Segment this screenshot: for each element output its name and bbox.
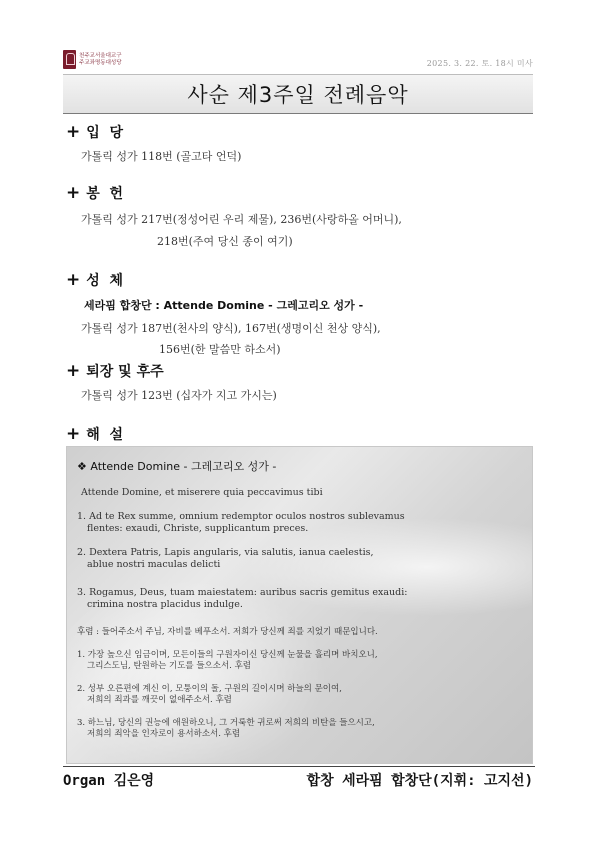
korean-verse: 1. 가장 높으신 임금이며, 모든이들의 구원자이신 당신께 눈물을 흘리며 바치오니, xyxy=(77,650,378,660)
section-label: 해 설 xyxy=(86,427,124,443)
section-communion xyxy=(66,270,123,290)
latin-verse: ablue nostri maculas delicti xyxy=(87,559,221,570)
logo-line1: 천주교서울대교구 xyxy=(79,52,122,59)
mass-date: 2025. 3. 22. 토. 18시 미사 xyxy=(426,59,533,68)
cross-icon: + xyxy=(66,424,81,444)
entrance-line: 가톨릭 성가 118번 (골고타 언덕) xyxy=(81,150,242,163)
section-commentary xyxy=(66,424,123,444)
cross-icon: + xyxy=(66,183,81,203)
section-label: 성 체 xyxy=(86,273,124,289)
latin-verse: 1. Ad te Rex summe, omnium redemptor oculos nostros sublevamus xyxy=(77,511,405,522)
latin-verse: 2. Dextera Patris, Lapis angularis, via salutis, ianua caelestis, xyxy=(77,547,374,558)
organist-credit: Organ 김은영 xyxy=(63,773,155,789)
section-offertory xyxy=(66,183,123,203)
footer-divider xyxy=(63,766,535,767)
korean-refrain: 후렴 : 들어주소서 주님, 자비를 베푸소서. 저희가 당신께 죄를 지었기 때문입니다. xyxy=(77,627,378,637)
korean-verse: 저희의 죄과를 깨끗이 없애주소서. 후렴 xyxy=(87,695,232,705)
section-recessional xyxy=(66,361,164,381)
communion-line: 156번(한 말씀만 하소서) xyxy=(159,343,281,356)
section-entrance xyxy=(66,122,123,142)
church-logo xyxy=(63,50,122,69)
logo-text xyxy=(79,53,122,67)
latin-refrain: Attende Domine, et miserere quia peccavimus tibi xyxy=(81,487,323,498)
offertory-line: 218번(주여 당신 종이 여기) xyxy=(157,235,293,248)
offertory-line: 가톨릭 성가 217번(정성어린 우리 제물), 236번(사랑하올 어머니), xyxy=(81,213,402,226)
korean-verse: 2. 성부 오른편에 계신 이, 모퉁이의 돌, 구원의 길이시며 하늘의 문이여, xyxy=(77,684,342,694)
page-title: 사순 제3주일 전례음악 xyxy=(63,74,533,114)
recessional-line: 가톨릭 성가 123번 (십자가 지고 가시는) xyxy=(81,389,277,402)
cross-icon: + xyxy=(66,270,81,290)
latin-verse: crimina nostra placidus indulge. xyxy=(87,599,243,610)
korean-verse: 그리스도님, 탄원하는 기도를 들으소서. 후렴 xyxy=(87,661,252,671)
commentary-box xyxy=(66,446,533,764)
latin-verse: 3. Rogamus, Deus, tuam maiestatem: auribus sacris gemitus exaudi: xyxy=(77,587,408,598)
cross-icon: + xyxy=(66,122,81,142)
section-label: 퇴장 및 후주 xyxy=(86,364,164,380)
logo-line2: 주교좌명동대성당 xyxy=(79,59,122,66)
section-label: 봉 헌 xyxy=(86,186,124,202)
cathedral-logo-icon xyxy=(63,50,76,69)
commentary-heading: ❖ Attende Domine - 그레고리오 성가 - xyxy=(77,460,277,473)
latin-verse: flentes: exaudi, Christe, supplicantum preces. xyxy=(87,523,309,534)
communion-line: 가톨릭 성가 187번(천사의 양식), 167번(생명이신 천상 양식), xyxy=(81,322,381,335)
choir-line: 세라핌 합창단 : Attende Domine - 그레고리오 성가 - xyxy=(84,299,364,312)
choir-credit: 합창 세라핌 합창단(지휘: 고지선) xyxy=(306,773,533,789)
korean-verse: 3. 하느님, 당신의 권능에 애원하오니, 그 거룩한 귀로써 저희의 비탄을 들으시고, xyxy=(77,718,375,728)
cross-icon: + xyxy=(66,361,81,381)
section-label: 입 당 xyxy=(86,125,124,141)
korean-verse: 저희의 죄악을 인자로이 용서하소서. 후렴 xyxy=(87,729,241,739)
